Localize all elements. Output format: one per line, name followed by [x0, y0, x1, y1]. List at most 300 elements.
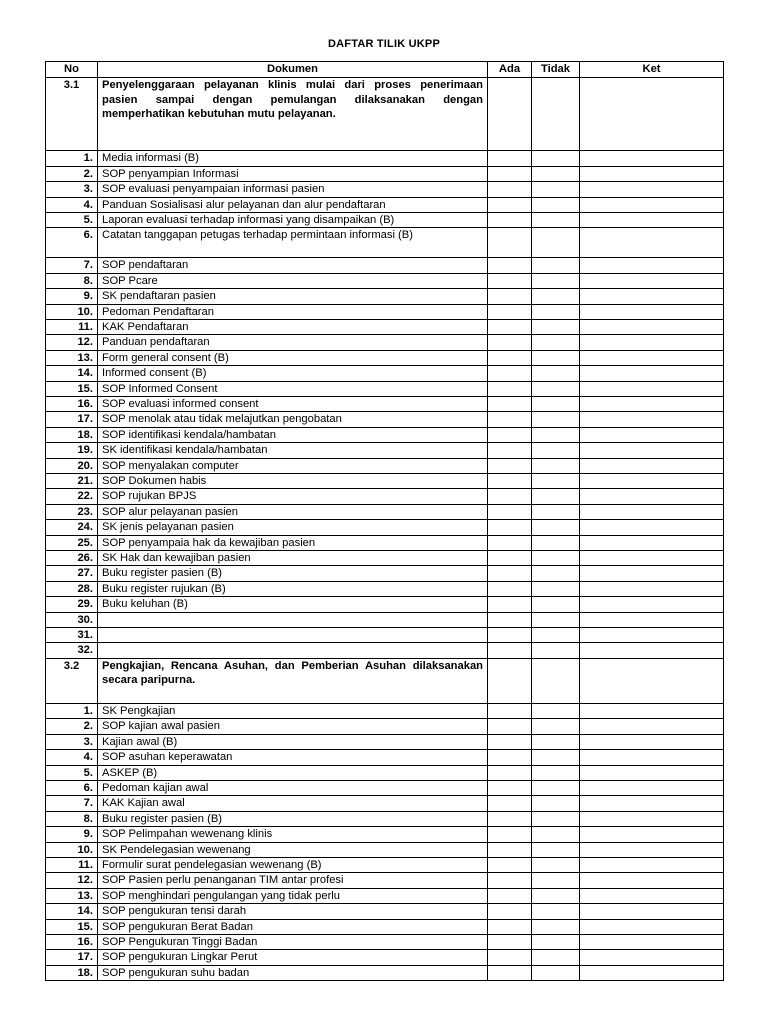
item-number: 22.: [46, 489, 98, 504]
tidak-checkbox-cell[interactable]: [532, 258, 580, 273]
item-number: 18.: [46, 965, 98, 980]
item-number: 16.: [46, 934, 98, 949]
ket-cell[interactable]: [580, 381, 724, 396]
ket-cell[interactable]: [580, 934, 724, 949]
ada-checkbox-cell[interactable]: [488, 750, 532, 765]
ada-checkbox-cell[interactable]: [488, 228, 532, 258]
item-number: 13.: [46, 350, 98, 365]
ada-checkbox-cell[interactable]: [488, 319, 532, 334]
document-name: Formulir surat pendelegasian wewenang (B): [98, 857, 488, 872]
document-name: SK Pendelegasian wewenang: [98, 842, 488, 857]
ada-checkbox-cell[interactable]: [488, 304, 532, 319]
ada-checkbox-cell[interactable]: [488, 212, 532, 227]
item-number: 7.: [46, 796, 98, 811]
ada-checkbox-cell[interactable]: [488, 581, 532, 596]
table-row: [46, 427, 724, 442]
checklist-table: [45, 61, 724, 981]
tidak-checkbox-cell[interactable]: [532, 228, 580, 258]
ada-checkbox-cell[interactable]: [488, 719, 532, 734]
tidak-checkbox-cell[interactable]: [532, 857, 580, 872]
table-row: [46, 612, 724, 627]
ada-checkbox-cell[interactable]: [488, 504, 532, 519]
ket-cell[interactable]: [580, 458, 724, 473]
document-name: Panduan pendaftaran: [98, 335, 488, 350]
ket-cell[interactable]: [580, 520, 724, 535]
ket-cell[interactable]: [580, 78, 724, 151]
table-row: [46, 474, 724, 489]
item-number: 6.: [46, 228, 98, 258]
ada-checkbox-cell[interactable]: [488, 703, 532, 718]
ada-checkbox-cell[interactable]: [488, 658, 532, 703]
ket-cell[interactable]: [580, 197, 724, 212]
document-name: SOP asuhan keperawatan: [98, 750, 488, 765]
ket-cell[interactable]: [580, 289, 724, 304]
document-name: Panduan Sosialisasi alur pelayanan dan alur pendaftaran: [98, 197, 488, 212]
tidak-checkbox-cell[interactable]: [532, 780, 580, 795]
tidak-checkbox-cell[interactable]: [532, 581, 580, 596]
document-name: SK pendaftaran pasien: [98, 289, 488, 304]
tidak-checkbox-cell[interactable]: [532, 765, 580, 780]
item-number: 28.: [46, 581, 98, 596]
item-number: 16.: [46, 396, 98, 411]
tidak-checkbox-cell[interactable]: [532, 827, 580, 842]
ada-checkbox-cell[interactable]: [488, 335, 532, 350]
ket-cell[interactable]: [580, 703, 724, 718]
table-row: [46, 597, 724, 612]
table-row: [46, 643, 724, 658]
table-row: [46, 197, 724, 212]
section-title: Pengkajian, Rencana Asuhan, dan Pemberian Asuhan dilaksanakan secara paripurna.: [98, 658, 488, 703]
ada-checkbox-cell[interactable]: [488, 151, 532, 166]
item-number: 2.: [46, 166, 98, 181]
item-number: 9.: [46, 289, 98, 304]
ada-checkbox-cell[interactable]: [488, 535, 532, 550]
tidak-checkbox-cell[interactable]: [532, 919, 580, 934]
ada-checkbox-cell[interactable]: [488, 366, 532, 381]
document-name: SOP kajian awal pasien: [98, 719, 488, 734]
tidak-checkbox-cell[interactable]: [532, 335, 580, 350]
tidak-checkbox-cell[interactable]: [532, 350, 580, 365]
document-name: SK identifikasi kendala/hambatan: [98, 443, 488, 458]
item-number: 1.: [46, 151, 98, 166]
tidak-checkbox-cell[interactable]: [532, 796, 580, 811]
header-row: [46, 62, 724, 78]
item-number: 10.: [46, 304, 98, 319]
table-row: [46, 182, 724, 197]
tidak-checkbox-cell[interactable]: [532, 166, 580, 181]
tidak-checkbox-cell[interactable]: [532, 643, 580, 658]
ada-checkbox-cell[interactable]: [488, 597, 532, 612]
table-row: [46, 319, 724, 334]
item-number: 14.: [46, 904, 98, 919]
document-name: SOP Pelimpahan wewenang klinis: [98, 827, 488, 842]
tidak-checkbox-cell[interactable]: [532, 520, 580, 535]
document-name: Media informasi (B): [98, 151, 488, 166]
ket-cell[interactable]: [580, 950, 724, 965]
item-number: 11.: [46, 319, 98, 334]
document-name: SOP Pcare: [98, 273, 488, 288]
tidak-checkbox-cell[interactable]: [532, 597, 580, 612]
item-number: 26.: [46, 551, 98, 566]
ada-checkbox-cell[interactable]: [488, 950, 532, 965]
ket-cell[interactable]: [580, 273, 724, 288]
ada-checkbox-cell[interactable]: [488, 873, 532, 888]
table-row: [46, 166, 724, 181]
ada-checkbox-cell[interactable]: [488, 350, 532, 365]
tidak-checkbox-cell[interactable]: [532, 319, 580, 334]
document-name: SOP penyampaia hak da kewajiban pasien: [98, 535, 488, 550]
document-title: DAFTAR TILIK UKPP: [328, 38, 440, 50]
tidak-checkbox-cell[interactable]: [532, 151, 580, 166]
ket-cell[interactable]: [580, 965, 724, 980]
tidak-checkbox-cell[interactable]: [532, 950, 580, 965]
ket-cell[interactable]: [580, 350, 724, 365]
table-row: [46, 366, 724, 381]
header-tidak: Tidak: [532, 62, 580, 78]
ket-cell[interactable]: [580, 396, 724, 411]
table-row: [46, 258, 724, 273]
ket-cell[interactable]: [580, 474, 724, 489]
table-row: [46, 489, 724, 504]
table-row: [46, 811, 724, 826]
document-name: Buku keluhan (B): [98, 597, 488, 612]
document-name: Informed consent (B): [98, 366, 488, 381]
ket-cell[interactable]: [580, 182, 724, 197]
ada-checkbox-cell[interactable]: [488, 520, 532, 535]
table-row: [46, 765, 724, 780]
ket-cell[interactable]: [580, 319, 724, 334]
ket-cell[interactable]: [580, 412, 724, 427]
ada-checkbox-cell[interactable]: [488, 827, 532, 842]
table-row: [46, 212, 724, 227]
ada-checkbox-cell[interactable]: [488, 166, 532, 181]
ket-cell[interactable]: [580, 535, 724, 550]
tidak-checkbox-cell[interactable]: [532, 289, 580, 304]
header-dokumen: Dokumen: [98, 62, 488, 78]
item-number: 3.: [46, 734, 98, 749]
ket-cell[interactable]: [580, 335, 724, 350]
table-row: [46, 873, 724, 888]
section-title: Penyelenggaraan pelayanan klinis mulai dari proses penerimaan pasien sampai dengan pemulangan dilaksanakan dengan memperhatikan kebutuhan mutu pelayanan.: [98, 78, 488, 151]
ket-cell[interactable]: [580, 765, 724, 780]
tidak-checkbox-cell[interactable]: [532, 78, 580, 151]
tidak-checkbox-cell[interactable]: [532, 719, 580, 734]
item-number: 27.: [46, 566, 98, 581]
item-number: 13.: [46, 888, 98, 903]
document-name: Catatan tanggapan petugas terhadap permintaan informasi (B): [98, 228, 488, 258]
table-row: [46, 904, 724, 919]
ket-cell[interactable]: [580, 258, 724, 273]
header-no: No: [46, 62, 98, 78]
item-number: 3.: [46, 182, 98, 197]
ket-cell[interactable]: [580, 504, 724, 519]
tidak-checkbox-cell[interactable]: [532, 566, 580, 581]
table-row: [46, 381, 724, 396]
tidak-checkbox-cell[interactable]: [532, 612, 580, 627]
ket-cell[interactable]: [580, 719, 724, 734]
ada-checkbox-cell[interactable]: [488, 643, 532, 658]
checklist-body: [46, 78, 724, 981]
item-number: 29.: [46, 597, 98, 612]
item-number: 30.: [46, 612, 98, 627]
tidak-checkbox-cell[interactable]: [532, 458, 580, 473]
document-name: [98, 612, 488, 627]
document-name: Buku register pasien (B): [98, 566, 488, 581]
tidak-checkbox-cell[interactable]: [532, 366, 580, 381]
tidak-checkbox-cell[interactable]: [532, 750, 580, 765]
item-number: 19.: [46, 443, 98, 458]
table-row: [46, 581, 724, 596]
item-number: 9.: [46, 827, 98, 842]
document-name: Pedoman kajian awal: [98, 780, 488, 795]
ada-checkbox-cell[interactable]: [488, 965, 532, 980]
tidak-checkbox-cell[interactable]: [532, 381, 580, 396]
ada-checkbox-cell[interactable]: [488, 934, 532, 949]
document-name: SOP Informed Consent: [98, 381, 488, 396]
tidak-checkbox-cell[interactable]: [532, 734, 580, 749]
document-name: SOP menghindari pengulangan yang tidak perlu: [98, 888, 488, 903]
document-name: [98, 628, 488, 643]
document-name: SOP rujukan BPJS: [98, 489, 488, 504]
item-number: 17.: [46, 412, 98, 427]
ket-cell[interactable]: [580, 904, 724, 919]
item-number: 4.: [46, 750, 98, 765]
item-number: 14.: [46, 366, 98, 381]
table-row: [46, 934, 724, 949]
ada-checkbox-cell[interactable]: [488, 842, 532, 857]
table-row: [46, 520, 724, 535]
ket-cell[interactable]: [580, 228, 724, 258]
ada-checkbox-cell[interactable]: [488, 857, 532, 872]
table-row: [46, 780, 724, 795]
ket-cell[interactable]: [580, 443, 724, 458]
tidak-checkbox-cell[interactable]: [532, 212, 580, 227]
item-number: 8.: [46, 273, 98, 288]
tidak-checkbox-cell[interactable]: [532, 811, 580, 826]
ket-cell[interactable]: [580, 796, 724, 811]
table-row: [46, 919, 724, 934]
tidak-checkbox-cell[interactable]: [532, 934, 580, 949]
ket-cell[interactable]: [580, 427, 724, 442]
tidak-checkbox-cell[interactable]: [532, 842, 580, 857]
table-row: [46, 151, 724, 166]
tidak-checkbox-cell[interactable]: [532, 888, 580, 903]
header-ket: Ket: [580, 62, 724, 78]
tidak-checkbox-cell[interactable]: [532, 504, 580, 519]
ada-checkbox-cell[interactable]: [488, 566, 532, 581]
tidak-checkbox-cell[interactable]: [532, 489, 580, 504]
ada-checkbox-cell[interactable]: [488, 474, 532, 489]
ket-cell[interactable]: [580, 750, 724, 765]
ada-checkbox-cell[interactable]: [488, 289, 532, 304]
item-number: 17.: [46, 950, 98, 965]
section-number: 3.2: [46, 658, 98, 703]
ada-checkbox-cell[interactable]: [488, 396, 532, 411]
ket-cell[interactable]: [580, 628, 724, 643]
document-name: Buku register pasien (B): [98, 811, 488, 826]
ket-cell[interactable]: [580, 304, 724, 319]
ket-cell[interactable]: [580, 212, 724, 227]
ada-checkbox-cell[interactable]: [488, 612, 532, 627]
table-row: [46, 628, 724, 643]
ket-cell[interactable]: [580, 166, 724, 181]
document-name: KAK Pendaftaran: [98, 319, 488, 334]
document-name: SOP Dokumen habis: [98, 474, 488, 489]
ada-checkbox-cell[interactable]: [488, 811, 532, 826]
table-row: [46, 950, 724, 965]
ket-cell[interactable]: [580, 612, 724, 627]
ket-cell[interactable]: [580, 581, 724, 596]
tidak-checkbox-cell[interactable]: [532, 396, 580, 411]
tidak-checkbox-cell[interactable]: [532, 197, 580, 212]
document-name: SOP pendaftaran: [98, 258, 488, 273]
item-number: 7.: [46, 258, 98, 273]
document-name: SOP pengukuran Berat Badan: [98, 919, 488, 934]
ket-cell[interactable]: [580, 811, 724, 826]
tidak-checkbox-cell[interactable]: [532, 304, 580, 319]
document-name: Pedoman Pendaftaran: [98, 304, 488, 319]
document-name: SOP identifikasi kendala/hambatan: [98, 427, 488, 442]
section-row: [46, 658, 724, 703]
table-row: [46, 504, 724, 519]
ket-cell[interactable]: [580, 643, 724, 658]
ada-checkbox-cell[interactable]: [488, 628, 532, 643]
table-row: [46, 412, 724, 427]
ket-cell[interactable]: [580, 842, 724, 857]
item-number: 2.: [46, 719, 98, 734]
ket-cell[interactable]: [580, 734, 724, 749]
ada-checkbox-cell[interactable]: [488, 904, 532, 919]
tidak-checkbox-cell[interactable]: [532, 412, 580, 427]
table-row: [46, 719, 724, 734]
tidak-checkbox-cell[interactable]: [532, 658, 580, 703]
document-name: SOP evaluasi penyampaian informasi pasien: [98, 182, 488, 197]
table-row: [46, 443, 724, 458]
document-name: SOP evaluasi informed consent: [98, 396, 488, 411]
ket-cell[interactable]: [580, 597, 724, 612]
document-name: SK Pengkajian: [98, 703, 488, 718]
ket-cell[interactable]: [580, 566, 724, 581]
table-row: [46, 857, 724, 872]
ket-cell[interactable]: [580, 780, 724, 795]
table-row: [46, 458, 724, 473]
ada-checkbox-cell[interactable]: [488, 919, 532, 934]
table-row: [46, 396, 724, 411]
item-number: 18.: [46, 427, 98, 442]
document-name: SK jenis pelayanan pasien: [98, 520, 488, 535]
ket-cell[interactable]: [580, 873, 724, 888]
document-name: SOP Pasien perlu penanganan TIM antar profesi: [98, 873, 488, 888]
ket-cell[interactable]: [580, 366, 724, 381]
tidak-checkbox-cell[interactable]: [532, 474, 580, 489]
ada-checkbox-cell[interactable]: [488, 551, 532, 566]
table-row: [46, 703, 724, 718]
item-number: 8.: [46, 811, 98, 826]
item-number: 20.: [46, 458, 98, 473]
tidak-checkbox-cell[interactable]: [532, 703, 580, 718]
ada-checkbox-cell[interactable]: [488, 888, 532, 903]
ada-checkbox-cell[interactable]: [488, 258, 532, 273]
ada-checkbox-cell[interactable]: [488, 412, 532, 427]
table-row: [46, 796, 724, 811]
item-number: 25.: [46, 535, 98, 550]
item-number: 10.: [46, 842, 98, 857]
item-number: 6.: [46, 780, 98, 795]
ada-checkbox-cell[interactable]: [488, 765, 532, 780]
table-row: [46, 228, 724, 258]
document-name: SOP menyalakan computer: [98, 458, 488, 473]
table-row: [46, 551, 724, 566]
tidak-checkbox-cell[interactable]: [532, 628, 580, 643]
tidak-checkbox-cell[interactable]: [532, 873, 580, 888]
tidak-checkbox-cell[interactable]: [532, 904, 580, 919]
tidak-checkbox-cell[interactable]: [532, 443, 580, 458]
ada-checkbox-cell[interactable]: [488, 458, 532, 473]
item-number: 1.: [46, 703, 98, 718]
tidak-checkbox-cell[interactable]: [532, 551, 580, 566]
item-number: 5.: [46, 765, 98, 780]
table-row: [46, 566, 724, 581]
table-row: [46, 750, 724, 765]
document-name: SOP menolak atau tidak melajutkan pengobatan: [98, 412, 488, 427]
table-row: [46, 304, 724, 319]
table-row: [46, 734, 724, 749]
ket-cell[interactable]: [580, 658, 724, 703]
ket-cell[interactable]: [580, 151, 724, 166]
item-number: 24.: [46, 520, 98, 535]
ada-checkbox-cell[interactable]: [488, 381, 532, 396]
tidak-checkbox-cell[interactable]: [532, 427, 580, 442]
ada-checkbox-cell[interactable]: [488, 273, 532, 288]
section-number: 3.1: [46, 78, 98, 151]
tidak-checkbox-cell[interactable]: [532, 535, 580, 550]
tidak-checkbox-cell[interactable]: [532, 965, 580, 980]
ada-checkbox-cell[interactable]: [488, 78, 532, 151]
ada-checkbox-cell[interactable]: [488, 796, 532, 811]
tidak-checkbox-cell[interactable]: [532, 273, 580, 288]
ket-cell[interactable]: [580, 888, 724, 903]
table-row: [46, 289, 724, 304]
ada-checkbox-cell[interactable]: [488, 197, 532, 212]
ada-checkbox-cell[interactable]: [488, 780, 532, 795]
document-name: SOP alur pelayanan pasien: [98, 504, 488, 519]
table-row: [46, 888, 724, 903]
ket-cell[interactable]: [580, 489, 724, 504]
item-number: 12.: [46, 873, 98, 888]
ada-checkbox-cell[interactable]: [488, 427, 532, 442]
document-name: SK Hak dan kewajiban pasien: [98, 551, 488, 566]
ket-cell[interactable]: [580, 857, 724, 872]
table-row: [46, 350, 724, 365]
ada-checkbox-cell[interactable]: [488, 734, 532, 749]
ada-checkbox-cell[interactable]: [488, 443, 532, 458]
item-number: 31.: [46, 628, 98, 643]
tidak-checkbox-cell[interactable]: [532, 182, 580, 197]
document-name: SOP pengukuran Lingkar Perut: [98, 950, 488, 965]
ada-checkbox-cell[interactable]: [488, 182, 532, 197]
ada-checkbox-cell[interactable]: [488, 489, 532, 504]
item-number: 12.: [46, 335, 98, 350]
table-row: [46, 842, 724, 857]
ket-cell[interactable]: [580, 551, 724, 566]
ket-cell[interactable]: [580, 919, 724, 934]
table-row: [46, 535, 724, 550]
ket-cell[interactable]: [580, 827, 724, 842]
document-name: Form general consent (B): [98, 350, 488, 365]
item-number: 11.: [46, 857, 98, 872]
item-number: 23.: [46, 504, 98, 519]
document-name: SOP pengukuran suhu badan: [98, 965, 488, 980]
